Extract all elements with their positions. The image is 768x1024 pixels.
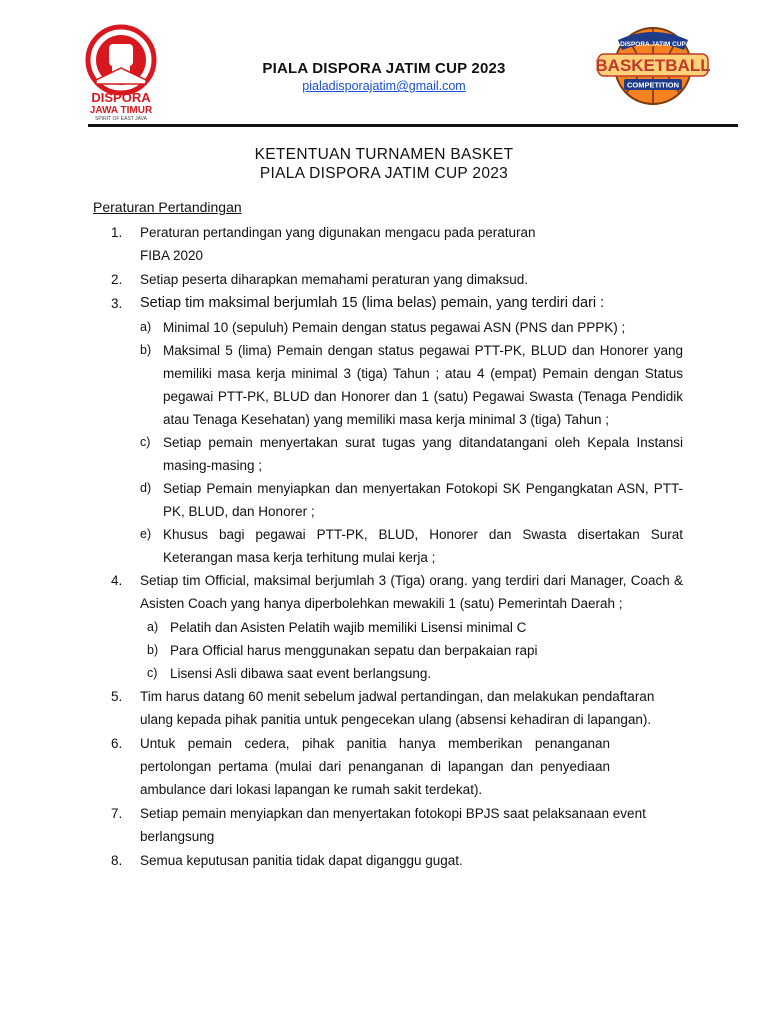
rule-text: Setiap peserta diharapkan memahami peraturan yang dimaksud. (140, 272, 528, 287)
svg-text:DISPORA JATIM CUP: DISPORA JATIM CUP (620, 41, 686, 48)
org-title: PIALA DISPORA JATIM CUP 2023 (262, 60, 506, 77)
rule-number: 3. (111, 296, 123, 311)
rule-text: Semua keputusan panitia tidak dapat diganggu gugat. (140, 853, 463, 868)
sub-letter: b) (147, 643, 159, 657)
rule-number: 6. (111, 736, 123, 751)
sub-item (93, 616, 683, 639)
sub-text: Setiap Pemain menyiapkan dan menyertakan Fotokopi SK Pengangkatan ASN, PTT-PK, BLUD, dan Honorer ; (163, 481, 683, 519)
sub-text: Pelatih dan Asisten Pelatih wajib memiliki Lisensi minimal C (170, 620, 527, 635)
rule-number: 8. (111, 853, 123, 868)
email-link[interactable]: pialadisporajatim@gmail.com (302, 79, 466, 93)
rule-number: 4. (111, 573, 123, 588)
sub-item (93, 431, 683, 477)
svg-text:BASKETBALL: BASKETBALL (596, 56, 710, 75)
sub-item (93, 316, 683, 339)
rule-item (93, 268, 683, 291)
rule-number: 5. (111, 689, 123, 704)
svg-text:SPIRIT OF EAST JAVA: SPIRIT OF EAST JAVA (95, 116, 147, 122)
rule-item (93, 685, 683, 731)
sub-letter: a) (140, 320, 152, 334)
rule-item (93, 569, 683, 615)
rules-list (93, 221, 683, 873)
basketball-competition-logo (596, 24, 710, 108)
sub-letter: c) (140, 435, 151, 449)
rule-number: 2. (111, 272, 123, 287)
rule-text: Setiap tim maksimal berjumlah 15 (lima belas) pemain, yang terdiri dari : (140, 295, 605, 311)
rule-text: Peraturan pertandingan yang digunakan mengacu pada peraturan FIBA 2020 (140, 225, 536, 263)
rule-number: 1. (111, 225, 123, 240)
document-title (0, 145, 768, 183)
sub-text: Lisensi Asli dibawa saat event berlangsung. (170, 666, 432, 681)
rule-number: 7. (111, 806, 123, 821)
rule-text: Untuk pemain cedera, pihak panitia hanya memberikan penanganan pertolongan pertama (mulai dari penanganan di lapangan dan penyediaan ambulance dari lokasi lapangan ke rumah sakit terdekat). (140, 736, 610, 797)
sub-item (93, 477, 683, 523)
letterhead (0, 0, 768, 135)
sub-item (93, 639, 683, 662)
sub-text: Maksimal 5 (lima) Pemain dengan status pegawai PTT-PK, BLUD dan Honorer yang memiliki masa kerja minimal 3 (tiga) Tahun ; atau 4 (empat) Pemain dengan Status pegawai PTT-PK, BLUD dan Honorer dan 1 (satu) Pegawai Swasta (Tenaga Pendidik atau Tenaga Kesehatan) yang memiliki masa kerja minimal 3 (tiga) Tahun ; (163, 343, 683, 427)
svg-text:COMPETITION: COMPETITION (626, 80, 680, 90)
rule-item (93, 292, 683, 315)
sub-text: Para Official harus menggunakan sepatu dan berpakaian rapi (170, 643, 538, 658)
section-heading: Peraturan Pertandingan (93, 199, 242, 215)
sub-letter: e) (140, 527, 152, 541)
sub-letter: c) (147, 666, 158, 680)
sub-item (93, 662, 683, 685)
svg-text:DISPORA: DISPORA (91, 90, 151, 105)
svg-text:JAWA TIMUR: JAWA TIMUR (89, 105, 153, 116)
sub-item (93, 339, 683, 431)
rule-item (93, 802, 683, 848)
sub-text: Khusus bagi pegawai PTT-PK, BLUD, Honorer dan Swasta disertakan Surat Keterangan masa kerja terhitung mulai kerja ; (163, 527, 683, 565)
header-divider (88, 124, 738, 127)
sub-letter: d) (140, 481, 152, 495)
rule-item (93, 732, 683, 801)
sub-letter: a) (147, 620, 159, 634)
rule-text: Setiap pemain menyiapkan dan menyertakan fotokopi BPJS saat pelaksanaan event berlangsung (140, 806, 646, 844)
title-line-2: PIALA DISPORA JATIM CUP 2023 (259, 165, 509, 182)
sub-letter: b) (140, 343, 152, 357)
rule-item (93, 849, 683, 872)
rule-text: Setiap tim Official, maksimal berjumlah 3 (Tiga) orang. yang terdiri dari Manager, Coach & Asisten Coach yang hanya diperbolehkan mewakili 1 (satu) Pemerintah Daerah ; (140, 573, 683, 611)
rule-item (93, 221, 683, 267)
sub-text: Setiap pemain menyertakan surat tugas yang ditandatangani oleh Kepala Instansi masing-masing ; (163, 435, 683, 473)
sub-text: Minimal 10 (sepuluh) Pemain dengan status pegawai ASN (PNS dan PPPK) ; (163, 320, 626, 335)
rule-text: Tim harus datang 60 menit sebelum jadwal pertandingan, dan melakukan pendaftaran ulang kepada pihak panitia untuk pengecekan ulang (absensi kehadiran di lapangan). (140, 689, 655, 727)
sub-item (93, 523, 683, 569)
title-line-1: KETENTUAN TURNAMEN BASKET (254, 146, 514, 163)
